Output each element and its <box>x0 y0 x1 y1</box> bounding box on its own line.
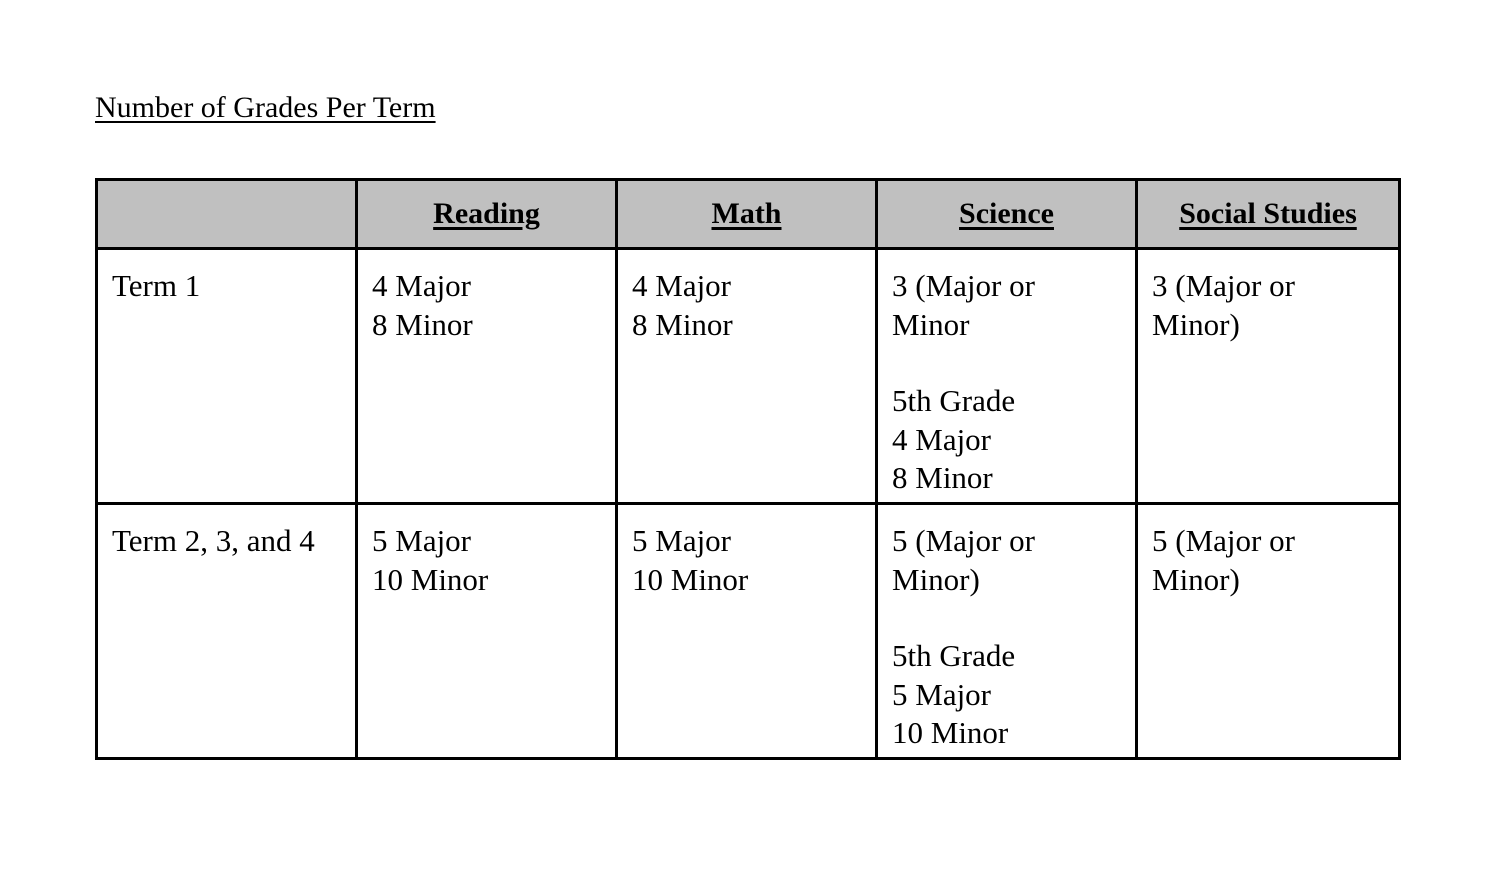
math-cell: 5 Major 10 Minor <box>617 504 877 759</box>
header-science: Science <box>877 180 1137 249</box>
table-header-row <box>97 180 1400 249</box>
header-math: Math <box>617 180 877 249</box>
reading-cell: 4 Major 8 Minor <box>357 249 617 504</box>
science-cell: 3 (Major or Minor 5th Grade 4 Major 8 Minor <box>877 249 1137 504</box>
science-cell: 5 (Major or Minor) 5th Grade 5 Major 10 Minor <box>877 504 1137 759</box>
grades-table <box>95 178 1401 760</box>
term-label-cell: Term 1 <box>97 249 357 504</box>
math-cell: 4 Major 8 Minor <box>617 249 877 504</box>
table-row <box>97 249 1400 504</box>
table-row <box>97 504 1400 759</box>
term-label-cell: Term 2, 3, and 4 <box>97 504 357 759</box>
page-title: Number of Grades Per Term <box>95 91 436 124</box>
reading-cell: 5 Major 10 Minor <box>357 504 617 759</box>
header-reading: Reading <box>357 180 617 249</box>
social-studies-cell: 3 (Major or Minor) <box>1137 249 1400 504</box>
social-studies-cell: 5 (Major or Minor) <box>1137 504 1400 759</box>
header-blank-cell <box>97 180 357 249</box>
header-social-studies: Social Studies <box>1137 180 1400 249</box>
